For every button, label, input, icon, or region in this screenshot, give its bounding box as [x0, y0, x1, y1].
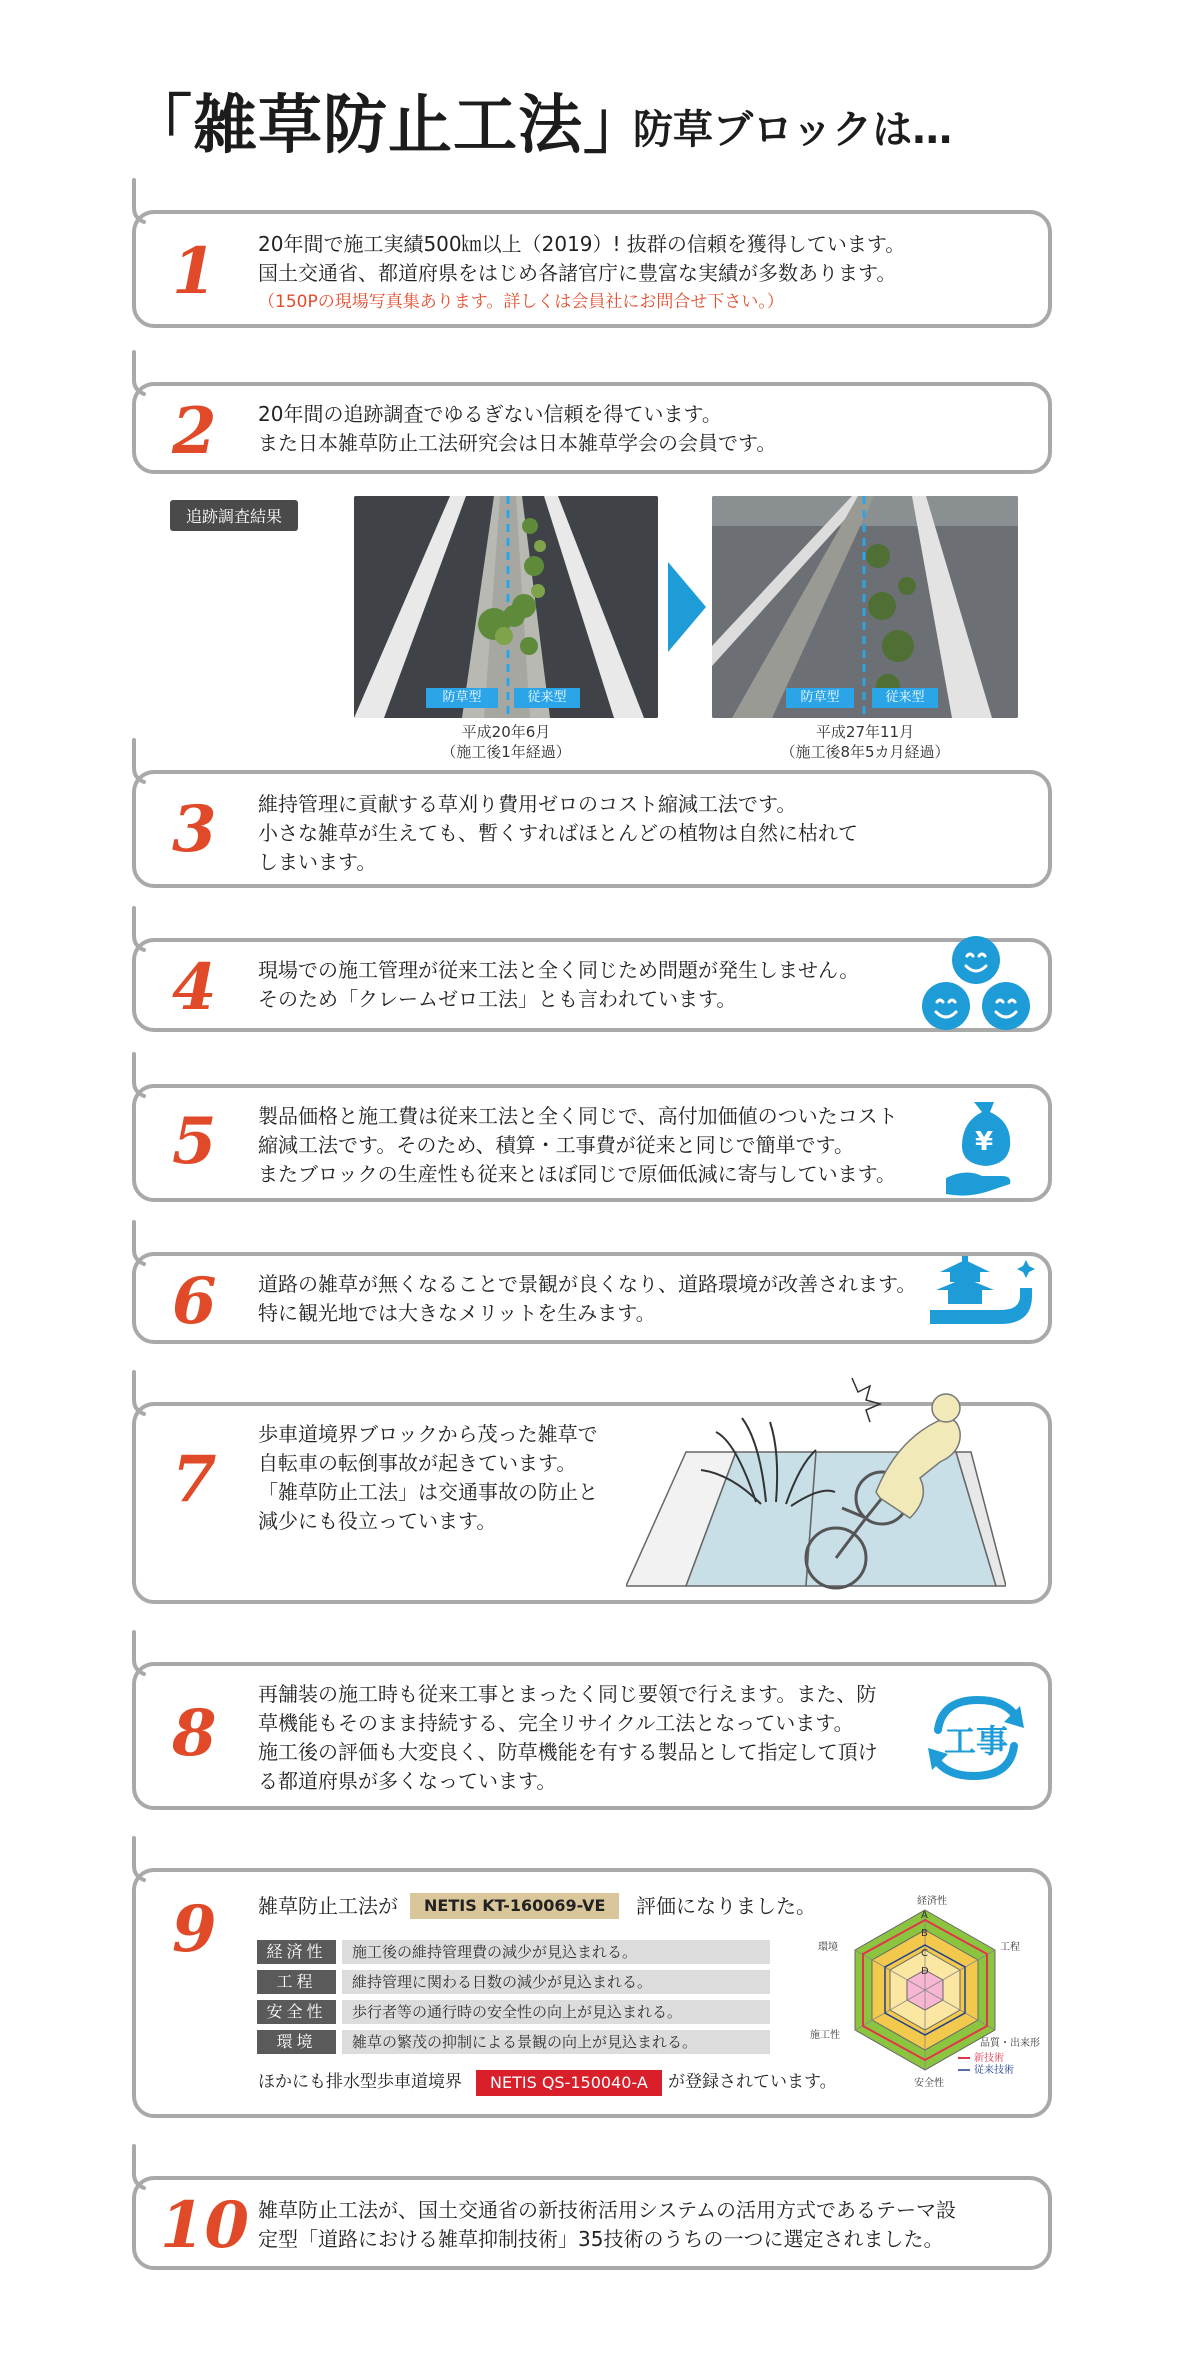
point-text-6: 道路の雑草が無くなることで景観が良くなり、道路環境が改善されます。 特に観光地では大きなメリットを生みます。 — [258, 1272, 917, 1325]
point-number-1: 1 — [172, 234, 217, 309]
radar-grade-c: C — [921, 1948, 928, 1959]
netis-sub-badge: NETIS QS-150040-A — [476, 2070, 662, 2096]
point-text-1: 20年間で施工実績500㎞以上（2019）! 抜群の信頼を獲得しています。 国土交通省、都道府県をはじめ各諸官庁に豊富な実績が多数あります。 （150Pの現場写真集あります。詳しくは会員社にお問合せ下さい。） — [258, 230, 905, 317]
eval-value-safety: 歩行者等の通行時の安全性の向上が見込まれる。 — [342, 2000, 770, 2024]
point-number-8: 8 — [172, 1696, 217, 1771]
radar-axis-environment: 環境 — [818, 1942, 838, 1953]
svg-text:工事: 工事 — [943, 1722, 1009, 1760]
point-text-7: 歩車道境界ブロックから茂った雑草で 自転車の転倒事故が起きています。 「雑草防止工法」は交通事故の防止と 減少にも役立っています。 — [258, 1422, 598, 1533]
point-text-9-suffix: 評価になりました。 — [636, 1894, 816, 1918]
radar-axis-economy: 経済性 — [917, 1896, 947, 1907]
point-number-7: 7 — [172, 1442, 217, 1517]
page-title — [128, 66, 1108, 166]
title-main: 「雑草防止工法」 — [128, 89, 648, 163]
radar-grade-a: A — [921, 1910, 928, 1921]
survey-badge: 追跡調査結果 — [170, 500, 298, 531]
point-number-10: 10 — [160, 2188, 250, 2263]
radar-axis-process: 工程 — [1000, 1942, 1020, 1953]
arrow-right-icon — [668, 562, 706, 652]
point-number-3: 3 — [172, 792, 217, 867]
before-left-label: 防草型 — [426, 688, 498, 708]
point-number-9: 9 — [172, 1892, 217, 1967]
eval-label-economy: 経済性 — [257, 1940, 336, 1964]
after-left-label: 防草型 — [786, 688, 854, 708]
evaluation-radar-chart — [810, 1890, 1040, 2100]
point-text-2: 20年間の追跡調査でゆるぎない信頼を得ています。 また日本雑草防止工法研究会は日本雑草学会の会員です。 — [258, 402, 777, 455]
eval-label-process: 工程 — [257, 1970, 336, 1994]
title-sub: 防草ブロックは… — [633, 107, 953, 153]
survey-photo-after — [712, 496, 1018, 718]
survey-photo-before — [354, 496, 658, 718]
point-text-10: 雑草防止工法が、国土交通省の新技術活用システムの活用方式であるテーマ設 定型「道路における雑草抑制技術」35技術のうちの一つに選定されました。 — [258, 2198, 956, 2251]
point-number-5: 5 — [172, 1104, 217, 1179]
bicycle-accident-illustration — [626, 1372, 1006, 1594]
point-number-2: 2 — [172, 394, 217, 469]
eval-label-environment: 環境 — [257, 2030, 336, 2054]
radar-legend-new: 新技術 — [974, 2053, 1004, 2064]
point-text-4: 現場での施工管理が従来工法と全く同じため問題が発生しません。 そのため「クレームゼロ工法」とも言われています。 — [258, 958, 860, 1011]
point-text-9-footer-prefix: ほかにも排水型歩車道境界 — [258, 2072, 462, 2092]
point-note-1: （150Pの現場写真集あります。詳しくは会員社にお問合せ下さい。） — [258, 292, 784, 312]
point-number-4: 4 — [172, 950, 217, 1025]
radar-axis-safety: 安全性 — [914, 2078, 944, 2089]
radar-grade-b: B — [921, 1928, 928, 1939]
radar-axis-quality: 品質・出来形 — [980, 2038, 1040, 2049]
road-photo-illustration — [712, 496, 1018, 718]
eval-label-safety: 安全性 — [257, 2000, 336, 2024]
money-bag-hand-icon — [944, 1096, 1024, 1200]
radar-legend-old: 従来技術 — [974, 2065, 1014, 2076]
netis-main-badge: NETIS KT-160069-VE — [410, 1893, 619, 1919]
eval-value-economy: 施工後の維持管理費の減少が見込まれる。 — [342, 1940, 770, 1964]
point-text-3: 維持管理に貢献する草刈り費用ゼロのコスト縮減工法です。 小さな雑草が生えても、暫くすればほとんどの植物は自然に枯れて しまいます。 — [258, 792, 858, 874]
svg-text:¥: ¥ — [974, 1127, 994, 1157]
point-text-8: 再舗装の施工時も従来工事とまったく同じ要領で行えます。また、防 草機能もそのまま持続する、完全リサイクル工法となっています。 施工後の評価も大変良く、防草機能を有する製品として指定して頂け る都道府県が多くなっています。 — [258, 1682, 878, 1793]
point-text-5: 製品価格と施工費は従来工法と全く同じで、高付加価値のついたコスト 縮減工法です。そのため、積算・工事費が従来と同じで簡単です。 またブロックの生産性も従来とほぼ同じで原価低減に寄与しています。 — [258, 1104, 898, 1186]
smiley-faces-icon — [918, 934, 1034, 1034]
road-photo-illustration — [354, 496, 658, 718]
radar-grade-d: D — [921, 1966, 929, 1977]
before-caption: 平成20年6月 （施工後1年経過） — [441, 723, 571, 761]
after-caption: 平成27年11月 （施工後8年5カ月経過） — [780, 723, 950, 761]
point-text-9-footer-suffix: が登録されています。 — [668, 2072, 837, 2092]
after-right-label: 従来型 — [872, 688, 938, 708]
before-right-label: 従来型 — [514, 688, 580, 708]
radar-axis-workability: 施工性 — [810, 2030, 840, 2041]
eval-value-process: 維持管理に関わる日数の減少が見込まれる。 — [342, 1970, 770, 1994]
point-text-9-prefix: 雑草防止工法が — [258, 1894, 398, 1918]
eval-value-environment: 雑草の繁茂の抑制による景観の向上が見込まれる。 — [342, 2030, 770, 2054]
construction-recycle-icon — [924, 1690, 1028, 1786]
temple-scenery-icon — [930, 1246, 1040, 1342]
point-number-6: 6 — [172, 1264, 217, 1339]
